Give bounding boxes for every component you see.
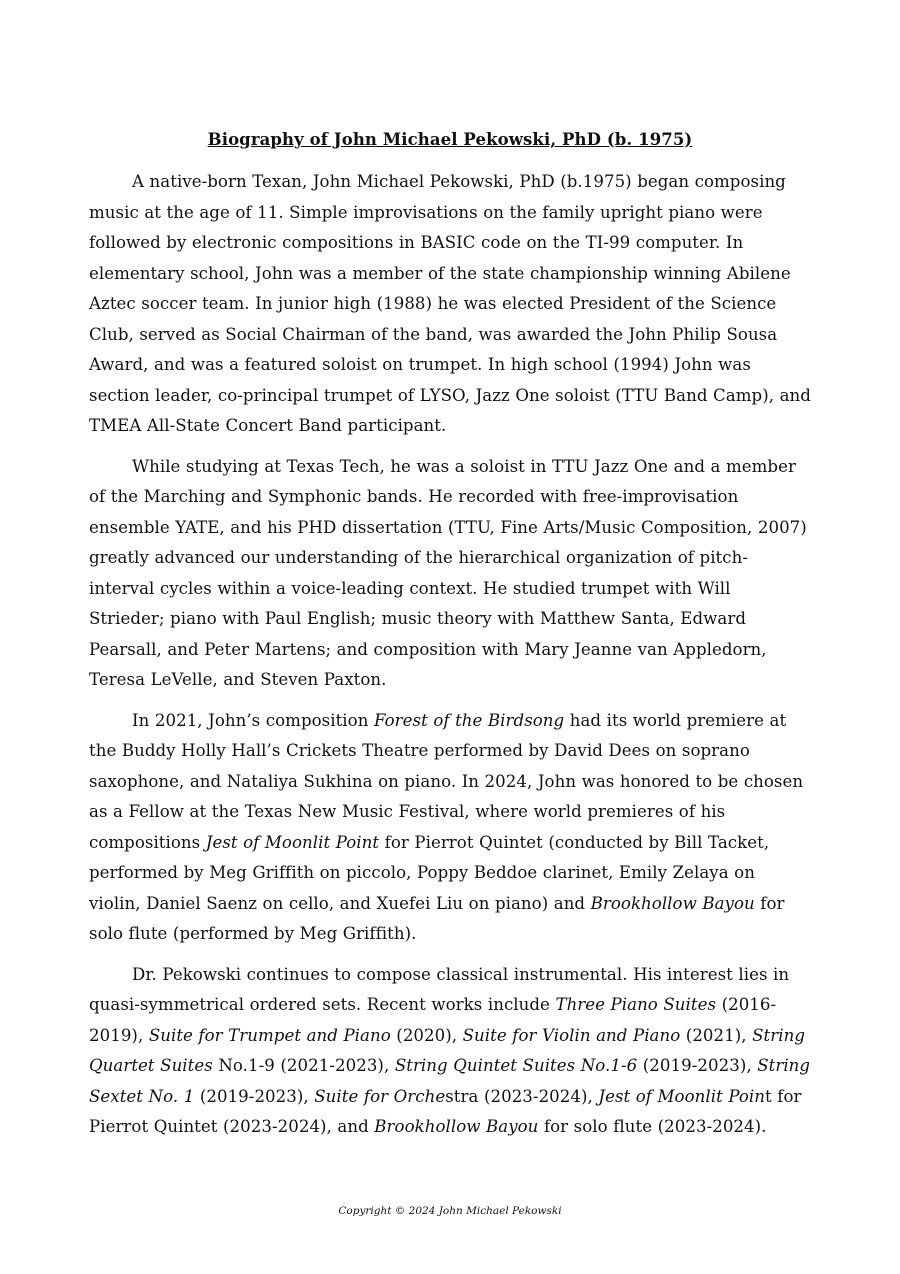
- paragraph-text: A native-born Texan, John Michael Pekowski, PhD (b.1975) began composing music at the age of 11. Simple improvisations on the family upright piano were followed by electronic compositions in BASIC code on the TI-99 computer. In elementary school, John was a member of the state championship winning Abilene Aztec soccer team. In junior high (1988) he was elected President of the Science Club, served as Social Chairman of the band, was awarded the John Philip Sousa Award, and was a featured soloist on trumpet. In high school (1994) John was section leader, co-principal trumpet of LYSO, Jazz One soloist (TTU Band Camp), and TMEA All-State Concert Band participant.: [89, 172, 811, 435]
- work-title: Jest of Moonlit Point: [205, 832, 380, 852]
- biography-paragraph-2: [89, 452, 811, 696]
- work-title: Forest of the Birdsong: [373, 710, 565, 730]
- work-title: Suite for Trumpet and Piano: [148, 1025, 391, 1045]
- paragraph-text: (2020),: [390, 1025, 463, 1045]
- biography-paragraph-1: [89, 167, 811, 442]
- paragraph-text: (2019-2023),: [637, 1056, 758, 1075]
- paragraph-text: No.1-9 (2021-2023),: [212, 1056, 395, 1075]
- paragraph-text: had its world premiere at the Buddy Holly Hall’s Crickets Theatre performed by David Dees on soprano saxophone, and Nataliya Sukhina on piano. In 2024, John was honored to be chosen as a Fellow at the Texas New Music Festival, where world premieres of his compositions: [89, 710, 804, 852]
- document-body: [89, 128, 811, 1153]
- work-title: String Sextet No. 1: [89, 1056, 811, 1106]
- biography-paragraphs: [89, 167, 811, 1143]
- work-title: Brookhollow Bayou: [590, 893, 755, 913]
- biography-paragraph-4: [89, 960, 811, 1143]
- paragraph-text: (2016-2019),: [89, 995, 777, 1045]
- paragraph-text: for solo flute (2023-2024).: [538, 1117, 767, 1136]
- paragraph-text: for Pierrot Quintet (conducted by Bill Tacket, performed by Meg Griffith on piccolo, Poppy Beddoe clarinet, Emily Zelaya on violin, Daniel Saenz on cello, and Xuefei Liu on piano) and: [89, 832, 770, 913]
- work-title: Three Piano Suites: [555, 995, 717, 1014]
- paragraph-text: stra (2023-2024),: [445, 1086, 599, 1106]
- work-title: Suite for Violin and Piano: [462, 1025, 681, 1045]
- work-title: String Quartet Suites: [89, 1025, 806, 1075]
- paragraph-text: (2019-2023),: [194, 1086, 315, 1106]
- work-title: String Quintet Suites No.1-6: [394, 1056, 638, 1075]
- paragraph-text: t for Pierrot Quintet (2023-2024), and: [89, 1086, 802, 1136]
- document-title: Biography of John Michael Pekowski, PhD (b. 1975): [207, 130, 693, 149]
- biography-paragraph-3: [89, 706, 811, 950]
- work-title: Suite for Orche: [314, 1086, 446, 1106]
- paragraph-text: for solo flute (performed by Meg Griffith).: [89, 893, 785, 943]
- copyright-footer: Copyright © 2024 John Michael Pekowski: [338, 1205, 562, 1217]
- paragraph-text: (2021),: [680, 1025, 753, 1045]
- paragraph-text: Dr. Pekowski continues to compose classical instrumental. His interest lies in quasi-symmetrical ordered sets. Recent works include: [89, 964, 790, 1014]
- work-title: Jest of Moonlit Poin: [598, 1086, 766, 1106]
- paragraph-text: In 2021, John’s composition: [132, 710, 374, 730]
- paragraph-text: While studying at Texas Tech, he was a soloist in TTU Jazz One and a member of the Marching and Symphonic bands. He recorded with free-improvisation ensemble YATE, and his PHD dissertation (TTU, Fine Arts/Music Composition, 2007) greatly advanced our understanding of the hierarchical organization of pitch-interval cycles within a voice-leading context. He studied trumpet with Will Strieder; piano with Paul English; music theory with Matthew Santa, Edward Pearsall, and Peter Martens; and composition with Mary Jeanne van Appledorn, Teresa LeVelle, and Steven Paxton.: [89, 456, 807, 689]
- work-title: Brookhollow Bayou: [374, 1117, 539, 1136]
